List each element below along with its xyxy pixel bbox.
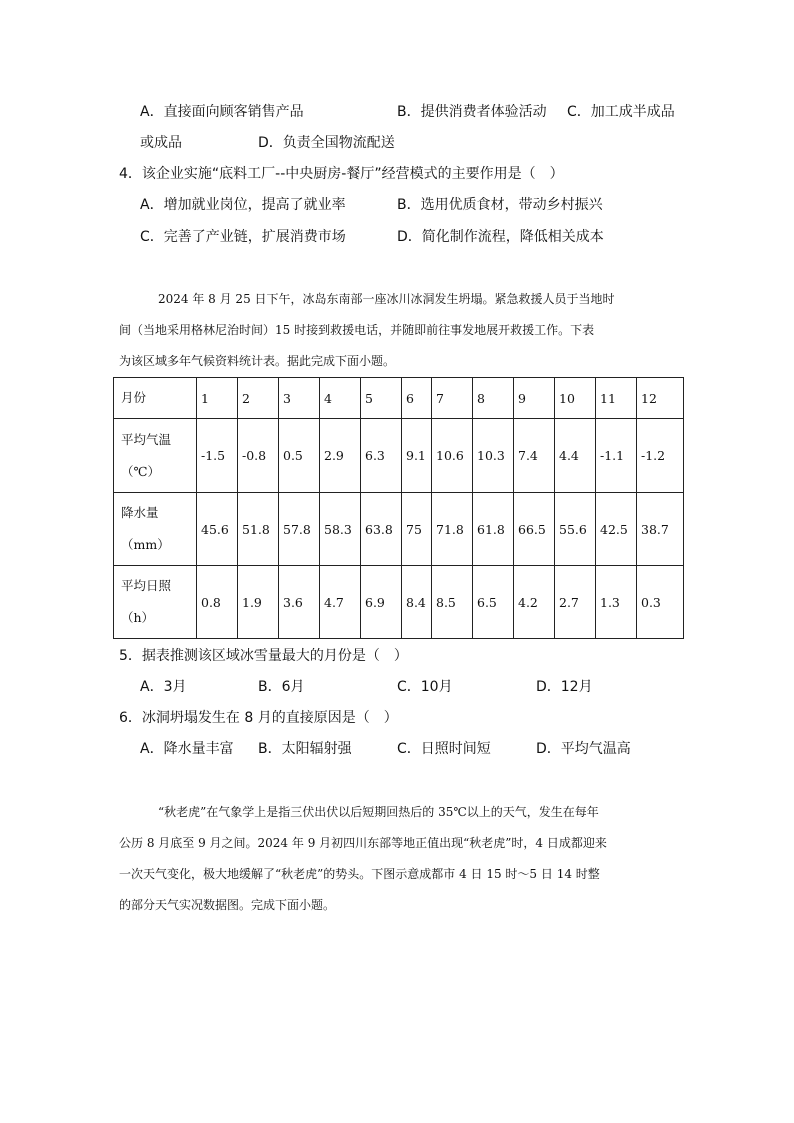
precipitation-cell: 75 [402, 493, 432, 566]
q3-option-d: D．负责全国物流配送 [258, 135, 395, 151]
table-row-sunshine [114, 566, 684, 639]
month-cell: 10 [555, 378, 596, 419]
sunshine-cell: 4.7 [320, 566, 361, 639]
temperature-cell: -1.1 [596, 419, 637, 493]
q3-option-a: A．直接面向顾客销售产品 [140, 104, 304, 120]
temperature-header [114, 419, 197, 493]
month-cell: 4 [320, 378, 361, 419]
table-row-precipitation [114, 493, 684, 566]
temperature-cell: 10.6 [432, 419, 473, 493]
month-header: 月份 [114, 378, 197, 419]
precipitation-cell: 61.8 [473, 493, 514, 566]
q6-option-b: B．太阳辐射强 [258, 741, 352, 757]
passage2-line2: 公历 8 月底至 9 月之间。2024 年 9 月初四川东部等地正值出现“秋老虎”时，4 日成都迎来 [119, 836, 607, 850]
sunshine-cell: 3.6 [279, 566, 320, 639]
sunshine-unit: （h） [121, 610, 155, 625]
sunshine-cell: 0.8 [197, 566, 238, 639]
month-cell: 9 [514, 378, 555, 419]
q4-option-d: D．简化制作流程，降低相关成本 [397, 229, 604, 245]
q6-stem: 6．冰洞坍塌发生在 8 月的直接原因是（ ） [119, 710, 398, 726]
temperature-cell: 7.4 [514, 419, 555, 493]
q4-option-b: B．选用优质食材，带动乡村振兴 [397, 197, 603, 213]
temperature-cell: 10.3 [473, 419, 514, 493]
temperature-cell: 2.9 [320, 419, 361, 493]
temperature-cell: 6.3 [361, 419, 402, 493]
precipitation-cell: 42.5 [596, 493, 637, 566]
q5-stem: 5．据表推测该区域冰雪量最大的月份是（ ） [119, 648, 408, 664]
sunshine-cell: 2.7 [555, 566, 596, 639]
passage2-line1: “秋老虎”在气象学上是指三伏出伏以后短期回热后的 35℃以上的天气，发生在每年 [158, 805, 599, 819]
precipitation-cell: 58.3 [320, 493, 361, 566]
temperature-label: 平均气温 [121, 431, 172, 447]
month-cell: 12 [637, 378, 684, 419]
month-cell: 5 [361, 378, 402, 419]
q6-option-c: C．日照时间短 [397, 741, 491, 757]
sunshine-cell: 6.9 [361, 566, 402, 639]
sunshine-cell: 0.3 [637, 566, 684, 639]
sunshine-label: 平均日照 [121, 578, 172, 593]
table-row-temperature [114, 419, 684, 493]
month-cell: 11 [596, 378, 637, 419]
q4-stem: 4．该企业实施“底料工厂--中央厨房-餐厅”经营模式的主要作用是（ ） [119, 166, 564, 182]
temperature-cell: -1.2 [637, 419, 684, 493]
temperature-cell: 9.1 [402, 419, 432, 493]
passage1-line3: 为该区域多年气候资料统计表。据此完成下面小题。 [119, 354, 396, 368]
sunshine-cell: 4.2 [514, 566, 555, 639]
temperature-cell: -1.5 [197, 419, 238, 493]
q5-option-c: C．10月 [397, 679, 453, 695]
temperature-unit: （℃） [121, 463, 160, 479]
precipitation-cell: 45.6 [197, 493, 238, 566]
sunshine-cell: 1.3 [596, 566, 637, 639]
sunshine-header [114, 566, 197, 639]
passage2-line3: 一次天气变化，极大地缓解了“秋老虎”的势头。下图示意成都市 4 日 15 时～5 日 14 时整 [119, 867, 600, 881]
month-cell: 7 [432, 378, 473, 419]
month-cell: 3 [279, 378, 320, 419]
precipitation-cell: 38.7 [637, 493, 684, 566]
precipitation-cell: 66.5 [514, 493, 555, 566]
climate-table [113, 377, 684, 639]
sunshine-cell: 8.5 [432, 566, 473, 639]
q5-option-a: A．3月 [140, 679, 187, 695]
precipitation-cell: 55.6 [555, 493, 596, 566]
month-cell: 6 [402, 378, 432, 419]
q5-option-d: D．12月 [536, 679, 593, 695]
precipitation-label: 降水量 [121, 505, 159, 520]
precipitation-cell: 51.8 [238, 493, 279, 566]
q5-option-b: B．6月 [258, 679, 305, 695]
q3-option-b: B．提供消费者体验活动 [397, 104, 547, 120]
month-cell: 2 [238, 378, 279, 419]
passage1-line1: 2024 年 8 月 25 日下午，冰岛东南部一座冰川冰洞发生坍塌。紧急救援人员于当地时 [158, 292, 615, 306]
temperature-cell: -0.8 [238, 419, 279, 493]
q3-option-c: C．加工成半成品 [567, 104, 675, 120]
precipitation-cell: 57.8 [279, 493, 320, 566]
sunshine-cell: 6.5 [473, 566, 514, 639]
q6-option-d: D．平均气温高 [536, 741, 631, 757]
q4-option-c: C．完善了产业链，扩展消费市场 [140, 229, 346, 245]
month-cell: 8 [473, 378, 514, 419]
sunshine-cell: 8.4 [402, 566, 432, 639]
temperature-cell: 0.5 [279, 419, 320, 493]
q6-option-a: A．降水量丰富 [140, 741, 234, 757]
precipitation-header [114, 493, 197, 566]
temperature-cell: 4.4 [555, 419, 596, 493]
passage1-line2: 间（当地采用格林尼治时间）15 时接到救援电话，并随即前往事发地展开救援工作。下表 [119, 323, 595, 337]
precipitation-cell: 71.8 [432, 493, 473, 566]
precipitation-unit: （mm） [121, 537, 170, 552]
q3-option-c-continued: 或成品 [140, 135, 182, 151]
passage2-line4: 的部分天气实况数据图。完成下面小题。 [119, 898, 336, 912]
q4-option-a: A．增加就业岗位，提高了就业率 [140, 197, 346, 213]
sunshine-cell: 1.9 [238, 566, 279, 639]
table-row-months [114, 378, 684, 419]
month-cell: 1 [197, 378, 238, 419]
precipitation-cell: 63.8 [361, 493, 402, 566]
